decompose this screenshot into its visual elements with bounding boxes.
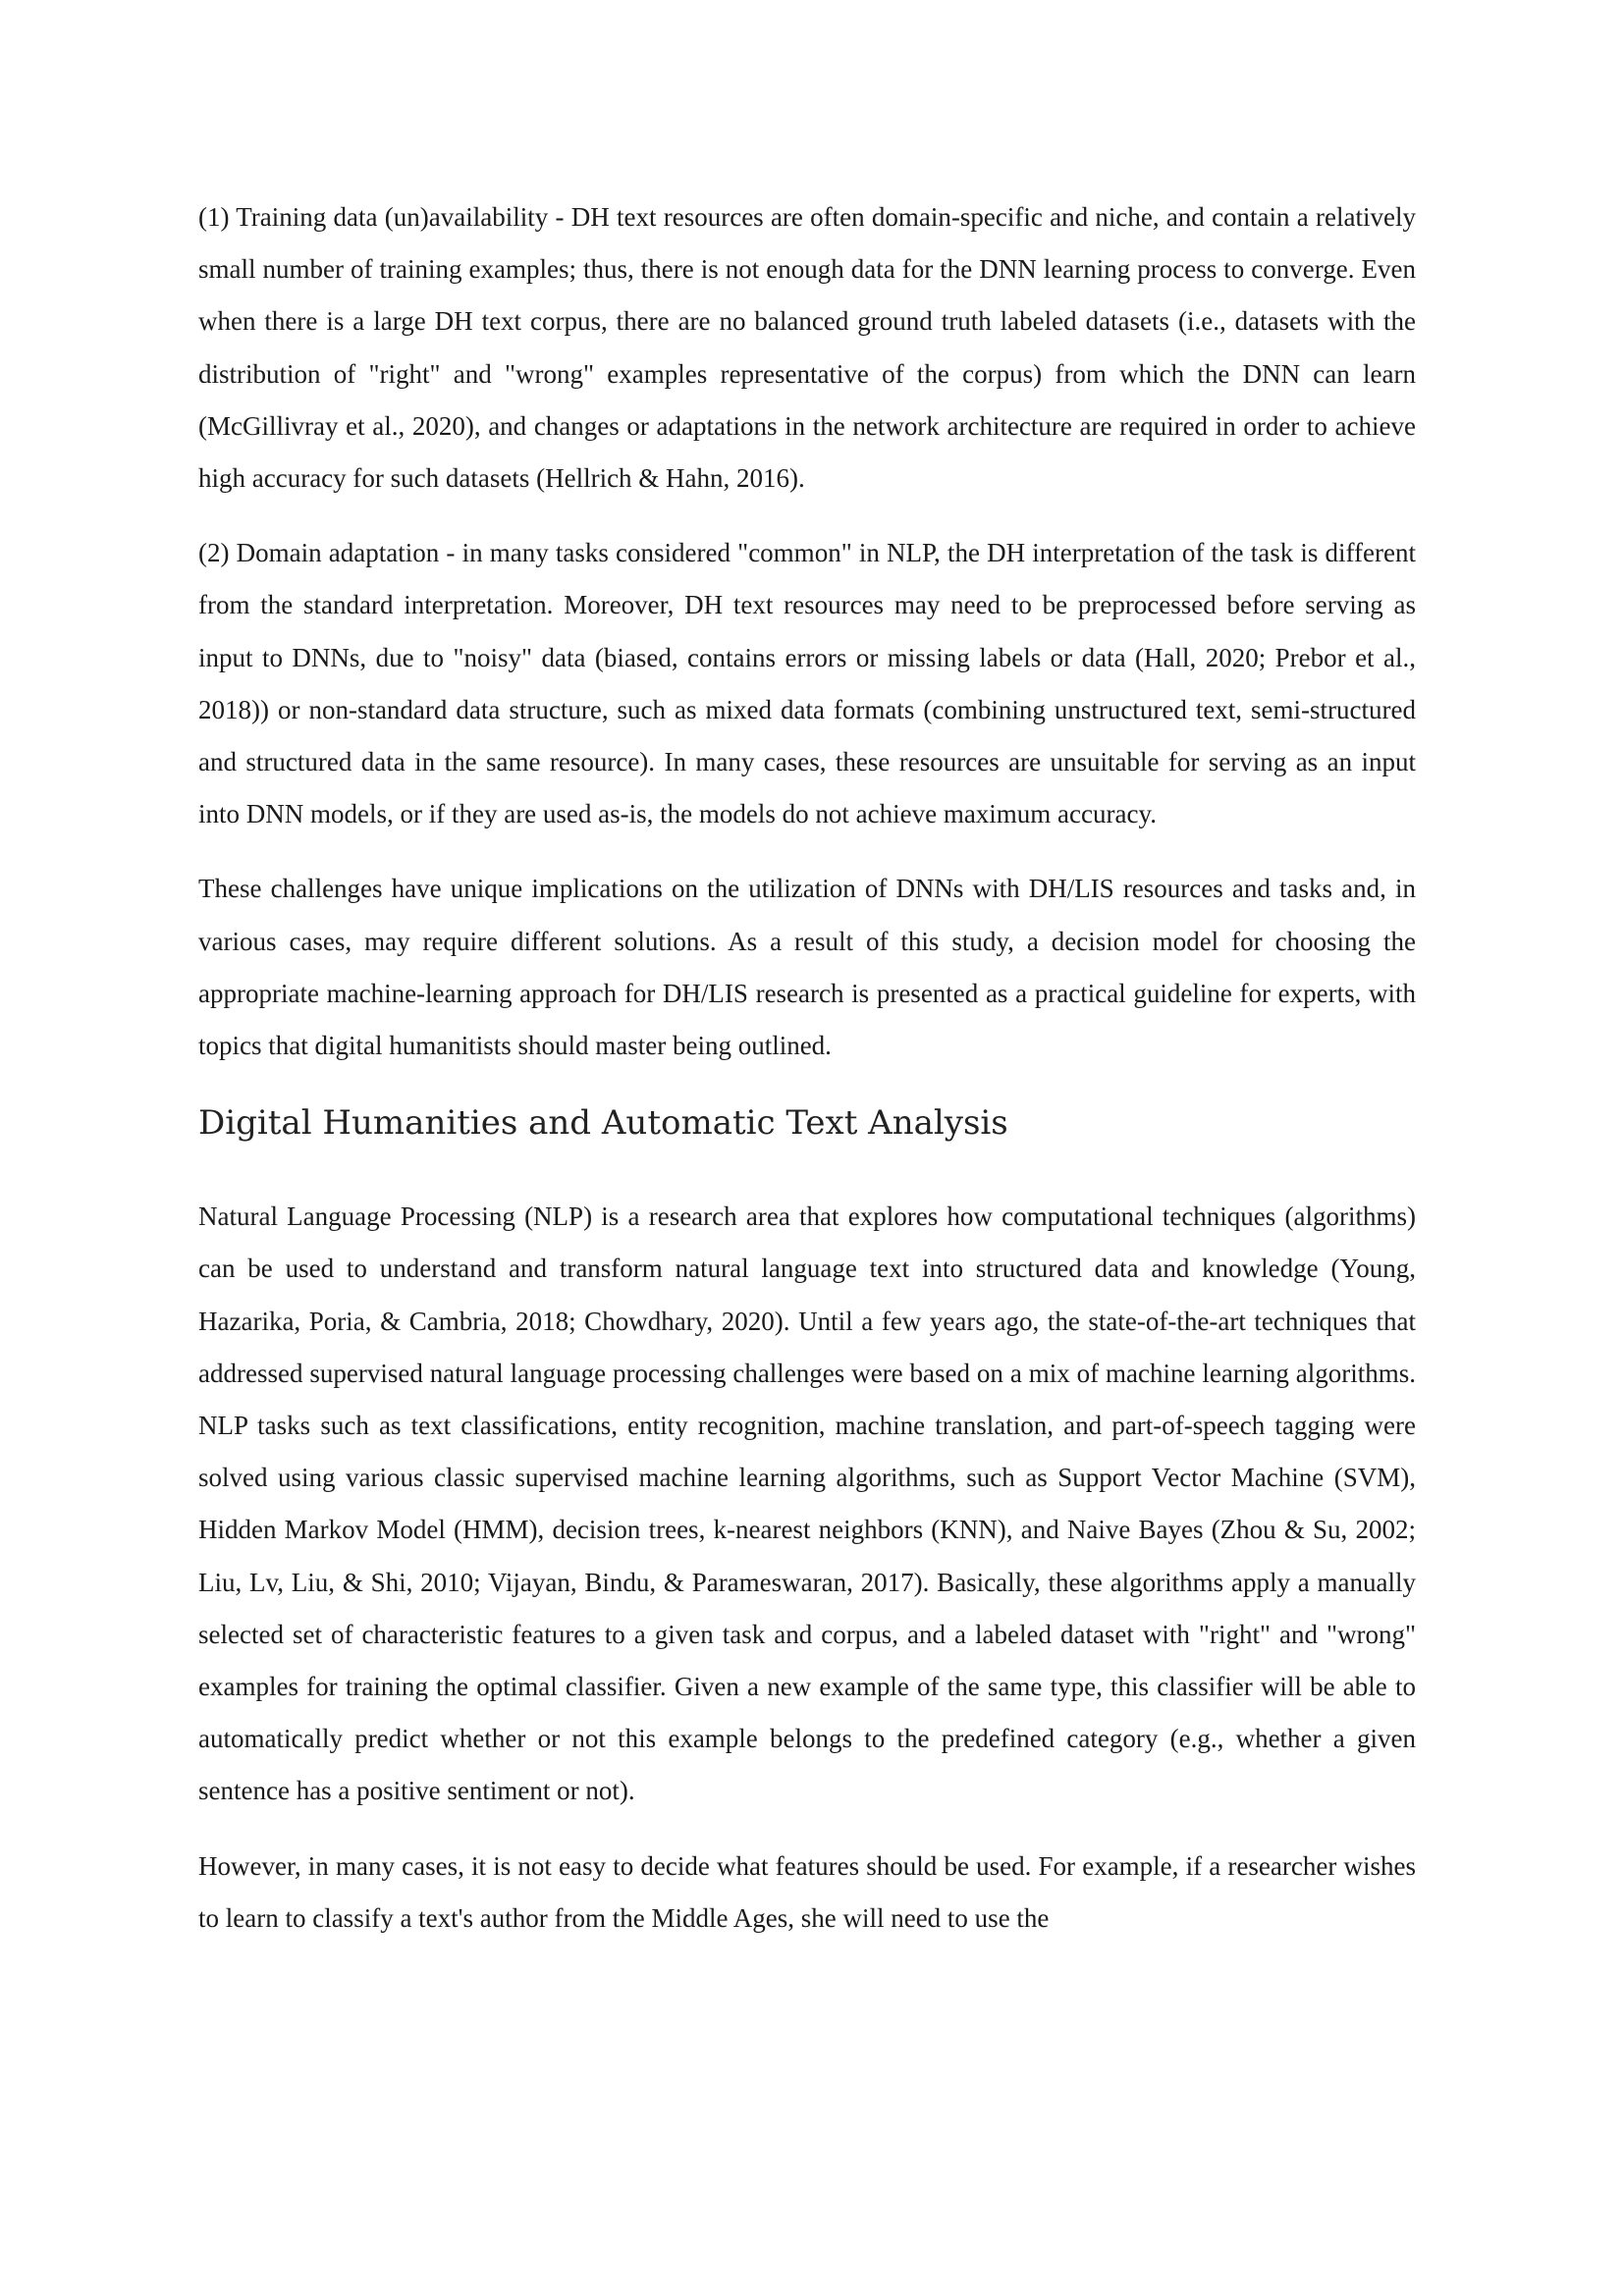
paragraph-feature-selection: However, in many cases, it is not easy to decide what features should be used. For example, if a researcher wishes to learn to classify a text's author from the Middle Ages, she will need to use the [198,1850,1416,1933]
paragraph-domain-adaptation: (2) Domain adaptation - in many tasks considered "common" in NLP, the DH interpretation of the task is different from the standard interpretation. Moreover, DH text resources may need to be preprocessed before serving as input to DNNs, due to "noisy" data (biased, contains errors or missing labels or data (Hall, 2020; Prebor et al., 2018)) or non-standard data structure, such as mixed data formats (combining unstructured text, semi-structured and structured data in the same resource). In many cases, these resources are unsuitable for serving as an input into DNN models, or if they are used as-is, the models do not achieve maximum accuracy. [198,538,1416,829]
paragraph-training-data-availability: (1) Training data (un)availability - DH text resources are often domain-specific and niche, and contain a relatively small number of training examples; thus, there is not enough data for the DNN learning process to converge. Even when there is a large DH text corpus, there are no balanced ground truth labeled datasets (i.e., datasets with the distribution of "right" and "wrong" examples representative of the corpus) from which the DNN can learn (McGillivray et al., 2020), and changes or adaptations in the network architecture are required in order to achieve high accuracy for such datasets (Hellrich & Hahn, 2016). [198,202,1416,494]
paragraph-challenges-implications: These challenges have unique implications on the utilization of DNNs with DH/LIS resources and tasks and, in various cases, may require different solutions. As a result of this study, a decision model for choosing the appropriate machine-learning approach for DH/LIS research is presented as a practical guideline for experts, with topics that digital humanitists should master being outlined. [198,874,1416,1061]
section-heading: Digital Humanities and Automatic Text Analysis [198,1103,1008,1144]
paragraph-nlp-overview: Natural Language Processing (NLP) is a research area that explores how computational techniques (algorithms) can be used to understand and transform natural language text into structured data and knowledge (Young, Hazarika, Poria, & Cambria, 2018; Chowdhary, 2020). Until a few years ago, the state-of-the-art techniques that addressed supervised natural language processing challenges were based on a mix of machine learning algorithms. NLP tasks such as text classifications, entity recognition, machine translation, and part-of-speech tagging were solved using various classic supervised machine learning algorithms, such as Support Vector Machine (SVM), Hidden Markov Model (HMM), decision trees, k-nearest neighbors (KNN), and Naive Bayes (Zhou & Su, 2002; Liu, Lv, Liu, & Shi, 2010; Vijayan, Bindu, & Parameswaran, 2017). Basically, these algorithms apply a manually selected set of characteristic features to a given task and corpus, and a labeled dataset with "right" and "wrong" examples for training the optimal classifier. Given a new example of the same type, this classifier will be able to automatically predict whether or not this example belongs to the predefined category (e.g., whether a given sentence has a positive sentiment or not). [198,1201,1416,1806]
document-page [198,191,1416,1945]
